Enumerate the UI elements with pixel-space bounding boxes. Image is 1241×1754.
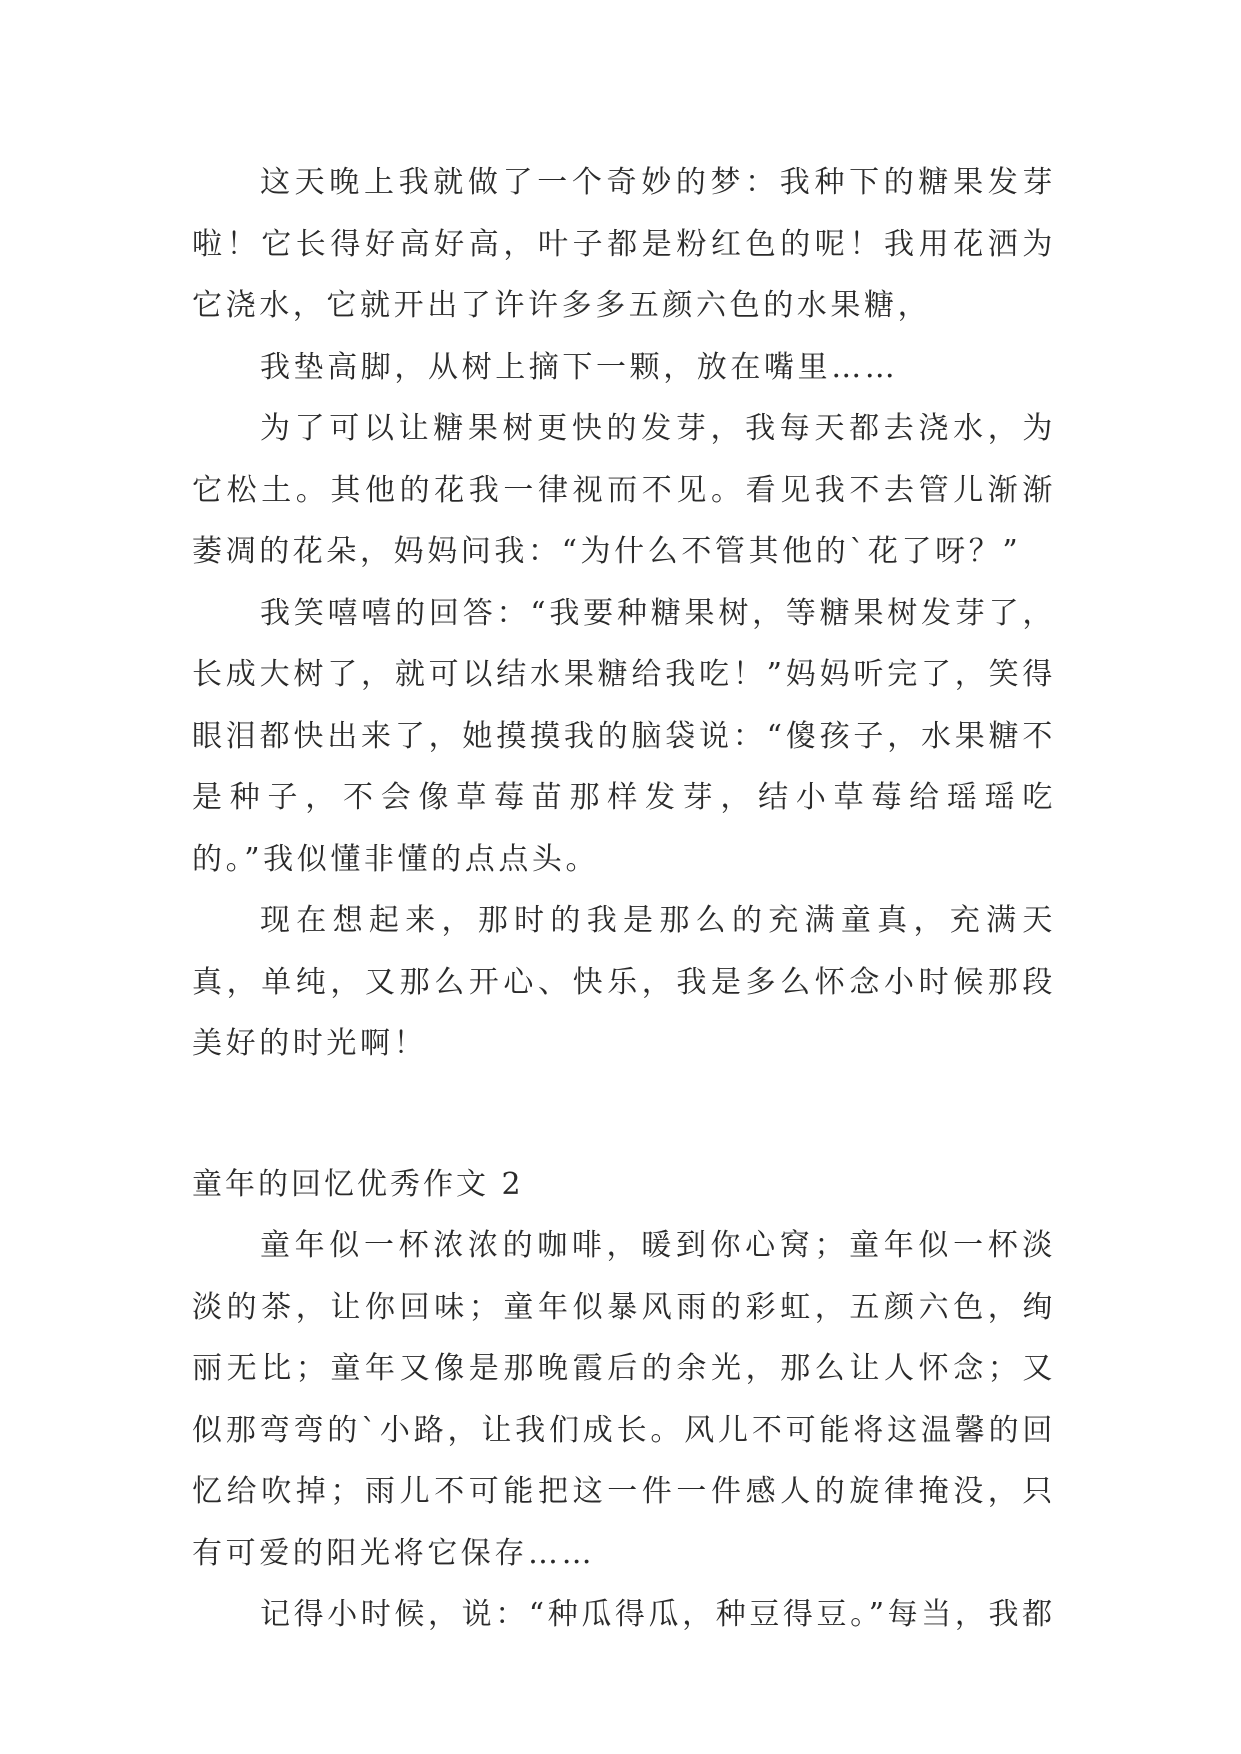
paragraph-reflection: 现在想起来，那时的我是那么的充满童真，充满天真，单纯，又那么开心、快乐，我是多么怀念小时候那段美好的时光啊！ [192,903,1056,1061]
paragraph-watering: 为了可以让糖果树更快的发芽，我每天都去浇水，为它松土。其他的花我一律视而不见。看见我不去管儿渐渐萎凋的花朵，妈妈问我：“为什么不管其他的`花了呀？” [192,411,1056,569]
paragraph-remember: 记得小时候，说：“种瓜得瓜，种豆得豆。”每当，我都 [260,1597,1056,1632]
paragraph-dream: 这天晚上我就做了一个奇妙的梦：我种下的糖果发芽啦！它长得好高好高，叶子都是粉红色的呢！我用花洒为它浇水，它就开出了许许多多五颜六色的水果糖， [192,165,1056,323]
paragraph-pick-candy: 我垫高脚，从树上摘下一颗，放在嘴里…… [260,349,899,385]
section-heading: 童年的回忆优秀作文 2 [192,1166,524,1202]
document-page [192,152,1056,1646]
paragraph-answer: 我笑嘻嘻的回答：“我要种糖果树，等糖果树发芽了，长成大树了，就可以结水果糖给我吃！”妈妈听完了，笑得眼泪都快出来了，她摸摸我的脑袋说：“傻孩子，水果糖不是种子，不会像草莓苗那样发芽，结小草莓给瑶瑶吃的。”我似懂非懂的点点头。 [192,595,1056,877]
paragraph-childhood-metaphors: 童年似一杯浓浓的咖啡，暖到你心窝；童年似一杯淡淡的茶，让你回味；童年似暴风雨的彩虹，五颜六色，绚丽无比；童年又像是那晚霞后的余光，那么让人怀念；又似那弯弯的`小路，让我们成长。风儿不可能将这温馨的回忆给吹掉；雨儿不可能把这一件一件感人的旋律掩没，只有可爱的阳光将它保存…… [192,1228,1056,1571]
